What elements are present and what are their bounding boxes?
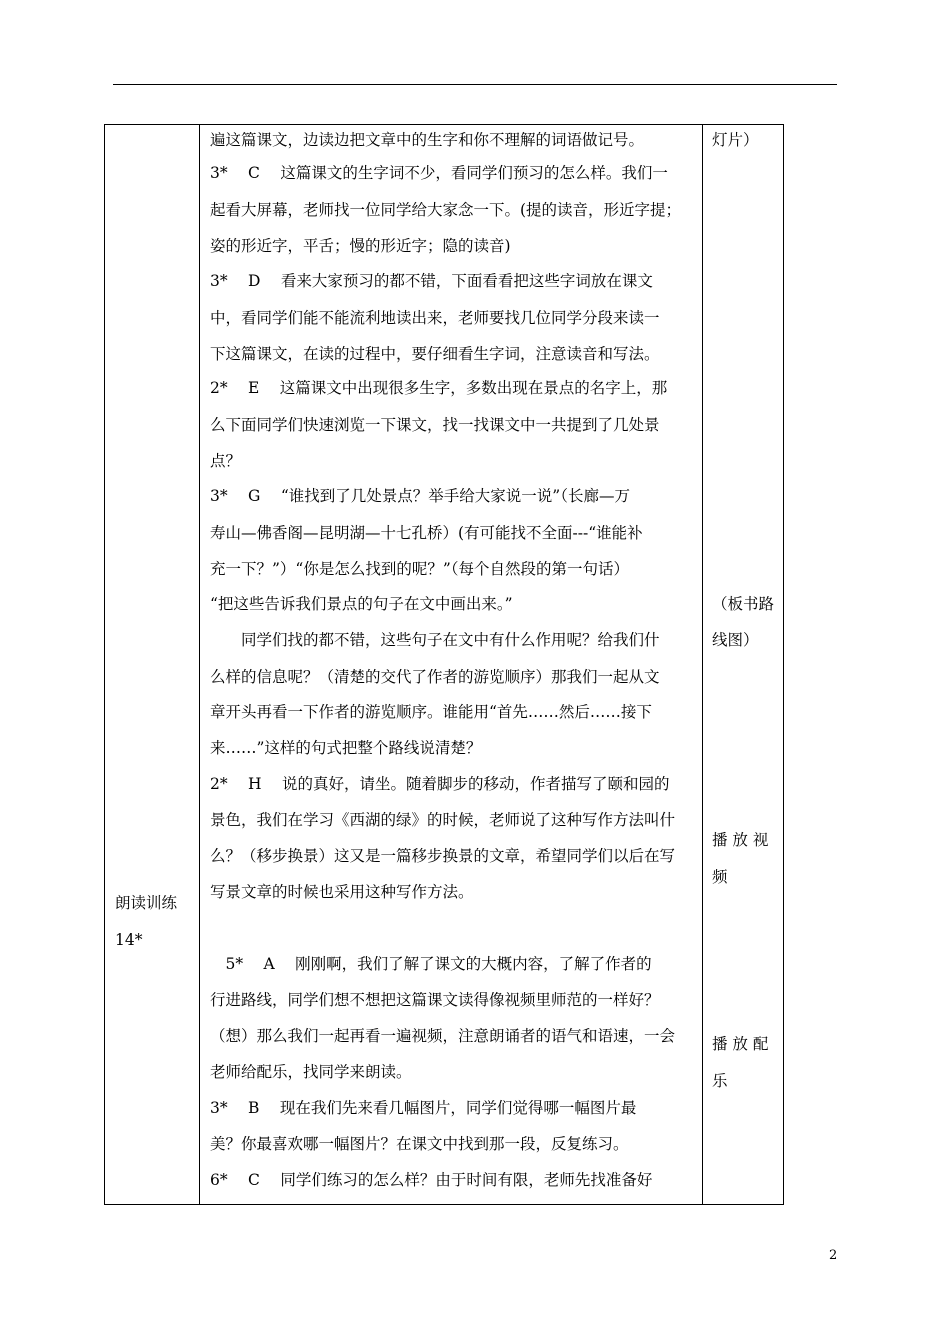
content-line: 老师给配乐，找同学来朗读。 (210, 1063, 412, 1081)
section-title: 朗读训练 (115, 894, 178, 912)
content-line: 遍这篇课文，边读边把文章中的生字和你不理解的词语做记号。 (210, 131, 645, 149)
content-line: 中，看同学们能不能流利地读出来，老师要找几位同学分段来读一 (210, 309, 660, 327)
content-line: 起看大屏幕，老师找一位同学给大家念一下。(提的读音，形近字提； (210, 201, 682, 219)
section-time: 14* (115, 931, 143, 949)
note-line: 灯片） (712, 131, 759, 149)
content-line: 景色，我们在学习《西湖的绿》的时候，老师说了这种写作方法叫什 (210, 811, 676, 829)
note-line: 频 (712, 868, 728, 886)
content-line: 充一下？”）“你是怎么找到的呢？”（每个自然段的第一句话） (210, 560, 630, 578)
content-line: 同学们找的都不错，这些句子在文中有什么作用呢？给我们什 (210, 631, 660, 649)
note-line: 播 放 视 (712, 831, 769, 849)
content-line: “把这些告诉我们景点的句子在文中画出来。” (210, 595, 513, 613)
content-line: 6* C 同学们练习的怎么样？由于时间有限，老师先找准备好 (210, 1171, 653, 1189)
content-line: 么下面同学们快速浏览一下课文，找一找课文中一共提到了几处景 (210, 416, 660, 434)
content-line: 点？ (210, 452, 242, 470)
note-line: 线图） (712, 631, 759, 649)
content-line: 么？（移步换景）这又是一篇移步换景的文章，希望同学们以后在写 (210, 847, 676, 865)
content-line: 姿的形近字，平舌；慢的形近字；隐的读音) (210, 237, 511, 255)
content-line: 下这篇课文，在读的过程中，要仔细看生字词，注意读音和写法。 (210, 345, 660, 363)
content-line: 章开头再看一下作者的游览顺序。谁能用“首先……然后……接下 (210, 703, 652, 721)
content-line: 么样的信息呢？（清楚的交代了作者的游览顺序）那我们一起从文 (210, 668, 660, 686)
content-line: 2* H 说的真好，请坐。随着脚步的移动，作者描写了颐和园的 (210, 775, 670, 793)
content-line: 3* D 看来大家预习的都不错，下面看看把这些字词放在课文 (210, 272, 653, 290)
content-line: 5* A 刚刚啊，我们了解了课文的大概内容，了解了作者的 (210, 955, 652, 973)
content-line: 来……”这样的句式把整个路线说清楚？ (210, 739, 482, 757)
content-line: 2* E 这篇课文中出现很多生字，多数出现在景点的名字上，那 (210, 379, 668, 397)
content-line: 写景文章的时候也采用这种写作方法。 (210, 883, 474, 901)
note-line: 乐 (712, 1072, 728, 1090)
notes-cell (703, 125, 783, 1204)
note-line: （板书路 (712, 595, 775, 613)
content-line: 美？你最喜欢哪一幅图片？在课文中找到那一段，反复练习。 (210, 1135, 629, 1153)
lesson-plan-table (104, 124, 784, 1205)
header-rule (113, 84, 837, 85)
content-line: 3* B 现在我们先来看几幅图片，同学们觉得哪一幅图片最 (210, 1099, 637, 1117)
content-line: 寿山—佛香阁—昆明湖—十七孔桥）(有可能找不全面---“谁能补 (210, 524, 643, 542)
page-number: 2 (829, 1248, 838, 1263)
content-line: 3* C 这篇课文的生字词不少，看同学们预习的怎么样。我们一 (210, 164, 668, 182)
content-line: 行进路线，同学们想不想把这篇课文读得像视频里师范的一样好？ (210, 991, 660, 1009)
content-line: （想）那么我们一起再看一遍视频，注意朗诵者的语气和语速，一会 (210, 1027, 676, 1045)
content-line: 3* G “谁找到了几处景点？举手给大家说一说”（长廊—万 (210, 487, 630, 505)
section-cell (105, 125, 199, 1204)
note-line: 播 放 配 (712, 1035, 769, 1053)
content-cell (200, 125, 702, 1204)
